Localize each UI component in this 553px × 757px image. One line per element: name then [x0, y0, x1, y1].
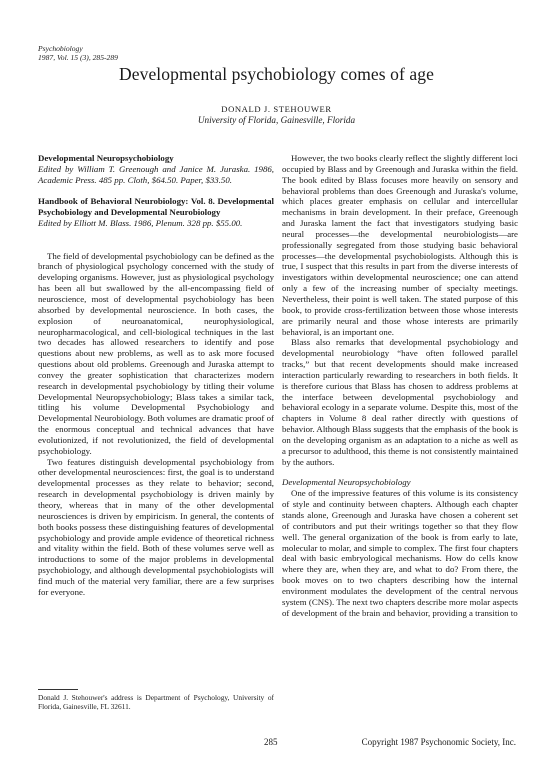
author-affiliation: University of Florida, Gainesville, Florida — [197, 115, 356, 125]
book-info-2: Edited by Elliott M. Blass. 1986, Plenum. 328 pp. $55.00. — [38, 218, 243, 229]
article-title: Developmental psychobiology comes of age — [118, 64, 435, 84]
masthead — [38, 44, 118, 62]
body-paragraph: However, the two books clearly reflect the slightly different loci occupied by Blass and by Greenough and Juraska within the field. The book edited by Blass focuses more heavily on sensory and behavioral problems than does Greenough and Juraska's volume, which places greater emphasis on cellular and intercellular mechanisms in brain development. In their preface, Greenough and Juraska lament the fact that investigators studying basic neural processes—the developmental neurobiologists—are professionally segregated from those studying basic behavioral processes—the developmental psychobiologists. Although this is true, I suspect that this results in part from the diverse interests of investigators within developmental neuroscience; one can attend only a few of the increasing number of specialty meetings. Nevertheless, their point is well taken. The stated purpose of this book, to provide cross-fertilization between those whose interests are primarily neural and those whose interests are primarily behavioral, is an important one. — [282, 153, 518, 337]
copyright-notice: Copyright 1987 Psychonomic Society, Inc. — [361, 737, 516, 747]
footnote: Donald J. Stehouwer's address is Department of Psychology, University of Florida, Gainesville, FL 32611. — [38, 693, 274, 711]
book-title-2: Handbook of Behavioral Neurobiology: Vol. 8. Developmental Psychobiology and Developmental Neurobiology — [38, 196, 274, 218]
book-info-1: Edited by William T. Greenough and Janice M. Juraska. 1986, Academic Press. 485 pp. Cloth, $64.50. Paper, $33.50. — [38, 163, 274, 185]
body-paragraph: One of the impressive features of this volume is its consistency of style and continuity between chapters. Although each chapter stands alone, Greenough and Juraska have chosen a coherent set of contributors and put their writings together so that they flow well. The general organization of the book is from early to late, molecular to molar, and simple to complex. The first four chapters deal with basic embryological mechanisms. How do cells know where they are, when they are, and what to do? From there, the book moves on to two chapters describing how the internal environment modulates the development of the central nervous system (CNS). The next two chapters describe more molar aspects of development of the brain and behavior, providing a transition to — [282, 488, 518, 618]
body-paragraph: Two features distinguish developmental psychobiology from other developmental neurosciences: first, the goal is to understand developmental processes as they relate to behavior; second, research in developmental psychobiology is driven mainly by theory, whereas that in many of the other developmental neurosciences is driven by empiricism. In general, the contents of both books possess these distinguishing features of developmental psychobiology and provide ample evidence of theoretical richness and vitality within the field. Both of these volumes serve well as introductions to some of the major problems in developmental psychobiology, and although developmental psychobiologists will find much of the material very familiar, there are a few surprises for everyone. — [38, 456, 274, 597]
body-paragraph: Blass also remarks that developmental psychobiology and developmental neurobiology “have often followed parallel tracks,” but that recent developments should make increased interaction particularly rewarding to researchers in both fields. It is therefore curious that Blass has chosen to address problems at the interface between developmental psychobiology and behavioral ecology in a separate volume. Despite this, most of the chapters in Volume 8 deal rather directly with questions of behavior. Although Blass suggests that the emphasis of the book is on the developing organism as an adaptation to a niche as well as a precursor to adulthood, this theme is not consistently maintained by the authors. — [282, 337, 518, 467]
page-number: 285 — [264, 737, 278, 747]
footnote-rule — [38, 689, 78, 690]
author-name: DONALD J. STEHOUWER — [221, 104, 332, 114]
left-column — [38, 153, 274, 598]
right-column — [282, 153, 518, 618]
book-title-1: Developmental Neuropsychobiology — [38, 153, 174, 163]
body-paragraph: The field of developmental psychobiology can be defined as the branch of physiological psychology concerned with the study of developing organisms. However, just as physiological psychology has been all but swallowed by the all-encompassing field of neuroscience, most of developmental psychobiology has been absorbed by developmental neuroscience. In both cases, the explosion of neuroanatomical, neurophysiological, neuropharmacological, and cell-biological techniques in the last two decades has allowed researchers to identify and pose questions about new problems, as well as to ask more focused questions about old problems. Greenough and Juraska attempt to convey the greater sophistication that characterizes modern research in developmental psychobiology by titling their volume Developmental Neuropsychobiology; Blass takes a similar tack, titling his volume Developmental Psychobiology and Developmental Neurobiology. Both volumes are dramatic proof of the enormous conceptual and technical advances that have evolutionized, if not revolutionized, the field of developmental psychobiology. — [38, 250, 274, 456]
section-heading: Developmental Neuropsychobiology — [282, 477, 411, 488]
journal-name: Psychobiology — [38, 44, 83, 53]
journal-citation: 1987, Vol. 15 (3), 285-289 — [38, 53, 118, 62]
